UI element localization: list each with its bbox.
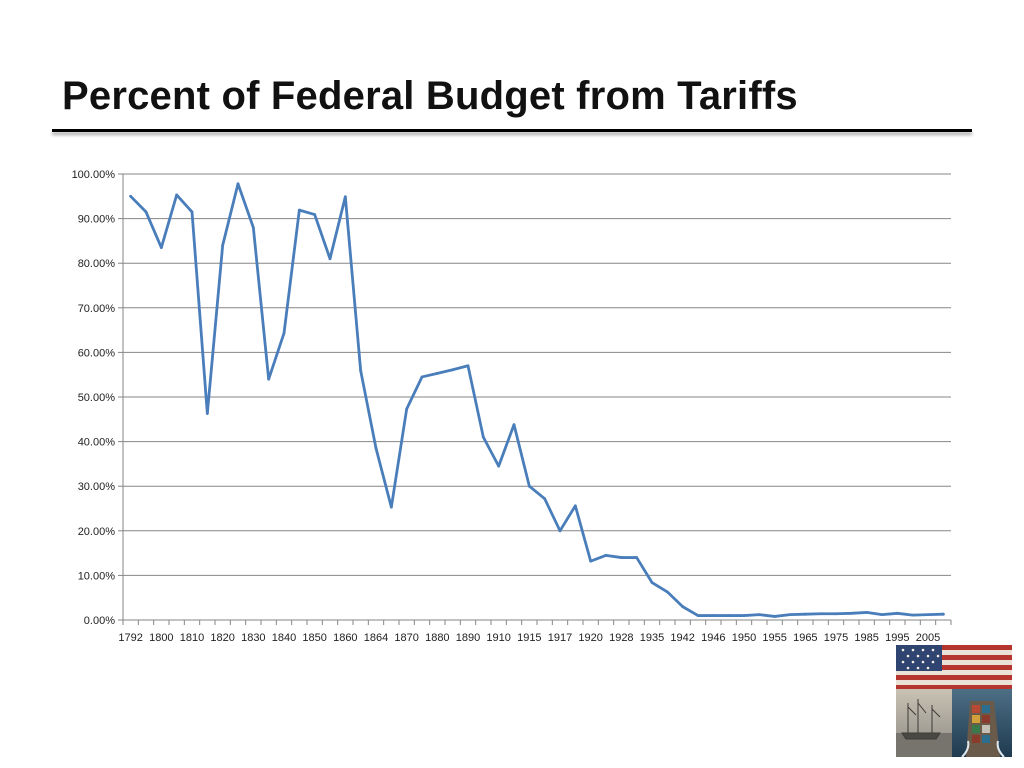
data-point xyxy=(804,613,807,616)
data-point xyxy=(620,556,623,559)
data-point xyxy=(283,332,286,335)
data-point xyxy=(237,182,240,185)
data-point xyxy=(881,613,884,616)
data-point xyxy=(191,211,194,214)
data-point xyxy=(605,554,608,557)
data-point xyxy=(942,613,945,616)
y-tick-label: 70.00% xyxy=(77,302,115,315)
slide-title: Percent of Federal Budget from Tariffs xyxy=(62,74,798,118)
data-point xyxy=(451,368,454,371)
data-point xyxy=(482,436,485,439)
data-point xyxy=(375,447,378,450)
data-point xyxy=(421,376,424,379)
x-tick-label: 1792 xyxy=(118,632,143,644)
data-point xyxy=(819,612,822,615)
x-tick-label: 1864 xyxy=(363,632,389,644)
data-point xyxy=(835,612,838,615)
x-tick-label: 1870 xyxy=(394,632,419,644)
title-divider xyxy=(52,129,972,132)
data-point xyxy=(221,244,224,247)
x-tick-labels xyxy=(118,632,940,644)
x-tick-label: 1850 xyxy=(302,632,327,644)
data-point xyxy=(298,209,301,212)
tariff-percent-line-chart xyxy=(0,160,1024,650)
x-tick-label: 1880 xyxy=(425,632,450,644)
data-point xyxy=(666,591,669,594)
series-layer xyxy=(129,182,944,617)
data-point xyxy=(344,195,347,198)
data-point xyxy=(697,614,700,617)
y-tick-label: 0.00% xyxy=(83,615,115,627)
data-point xyxy=(145,211,148,214)
data-point xyxy=(896,612,899,615)
data-point xyxy=(712,614,715,617)
gridlines xyxy=(123,174,951,575)
data-point xyxy=(405,408,408,411)
data-point xyxy=(651,581,654,584)
data-point xyxy=(160,246,163,249)
x-tick-label: 1920 xyxy=(578,632,603,644)
x-tick-label: 1910 xyxy=(486,632,511,644)
data-point xyxy=(743,614,746,617)
data-point xyxy=(513,423,516,426)
x-tick-label: 1935 xyxy=(639,632,665,644)
data-point xyxy=(390,506,393,509)
x-tick-label: 1975 xyxy=(823,632,849,644)
y-tick-label: 10.00% xyxy=(77,570,115,583)
data-point xyxy=(313,213,316,216)
data-point xyxy=(589,560,592,563)
data-point xyxy=(865,611,868,614)
data-point xyxy=(267,378,270,381)
data-point xyxy=(927,613,930,616)
x-tick-label: 1860 xyxy=(333,632,358,644)
y-tick-label: 100.00% xyxy=(71,169,115,181)
y-tick-labels xyxy=(72,169,116,627)
y-tick-label: 80.00% xyxy=(77,258,115,271)
x-tick-label: 1810 xyxy=(179,632,205,644)
data-point xyxy=(758,613,761,616)
y-tick-label: 30.00% xyxy=(77,481,115,494)
y-tick-label: 20.00% xyxy=(77,525,115,538)
x-tick-label: 1928 xyxy=(609,632,634,644)
data-point xyxy=(681,605,684,608)
data-point xyxy=(574,504,577,507)
x-tick-label: 1917 xyxy=(547,632,573,644)
x-tick-label: 1950 xyxy=(731,632,757,644)
x-tick-label: 1985 xyxy=(854,632,879,644)
y-tick-label: 90.00% xyxy=(77,213,115,226)
data-point xyxy=(789,613,792,616)
x-tick-label: 1995 xyxy=(885,632,910,644)
data-point xyxy=(329,257,332,260)
data-point xyxy=(543,497,546,500)
axes xyxy=(118,174,951,625)
y-tick-label: 60.00% xyxy=(77,347,115,360)
data-point xyxy=(252,226,255,229)
x-tick-label: 1830 xyxy=(241,632,266,644)
data-point xyxy=(559,529,562,532)
x-tick-label: 1942 xyxy=(670,632,695,644)
x-tick-label: 1890 xyxy=(455,632,481,644)
data-point xyxy=(850,612,853,615)
data-point xyxy=(206,412,209,415)
series-line xyxy=(131,184,944,617)
data-point xyxy=(911,614,914,617)
data-point xyxy=(635,556,638,559)
x-tick-label: 1820 xyxy=(210,632,235,644)
data-point xyxy=(175,194,178,197)
x-tick-label: 1955 xyxy=(762,632,787,644)
x-tick-label: 1965 xyxy=(793,632,818,644)
x-tick-label: 1915 xyxy=(517,632,542,644)
x-tick-label: 1840 xyxy=(271,632,297,644)
flag-and-ships-collage-icon xyxy=(896,645,1012,757)
x-tick-label: 1946 xyxy=(701,632,726,644)
data-point xyxy=(497,465,500,468)
x-tick-label: 2005 xyxy=(915,632,941,644)
y-tick-label: 40.00% xyxy=(77,436,115,449)
y-tick-label: 50.00% xyxy=(77,392,115,404)
data-point xyxy=(129,195,132,198)
data-point xyxy=(528,485,531,488)
x-tick-label: 1800 xyxy=(149,632,174,644)
data-point xyxy=(359,369,362,372)
data-point xyxy=(436,372,439,375)
data-point xyxy=(467,364,470,367)
data-point xyxy=(773,615,776,618)
data-point xyxy=(727,614,730,617)
